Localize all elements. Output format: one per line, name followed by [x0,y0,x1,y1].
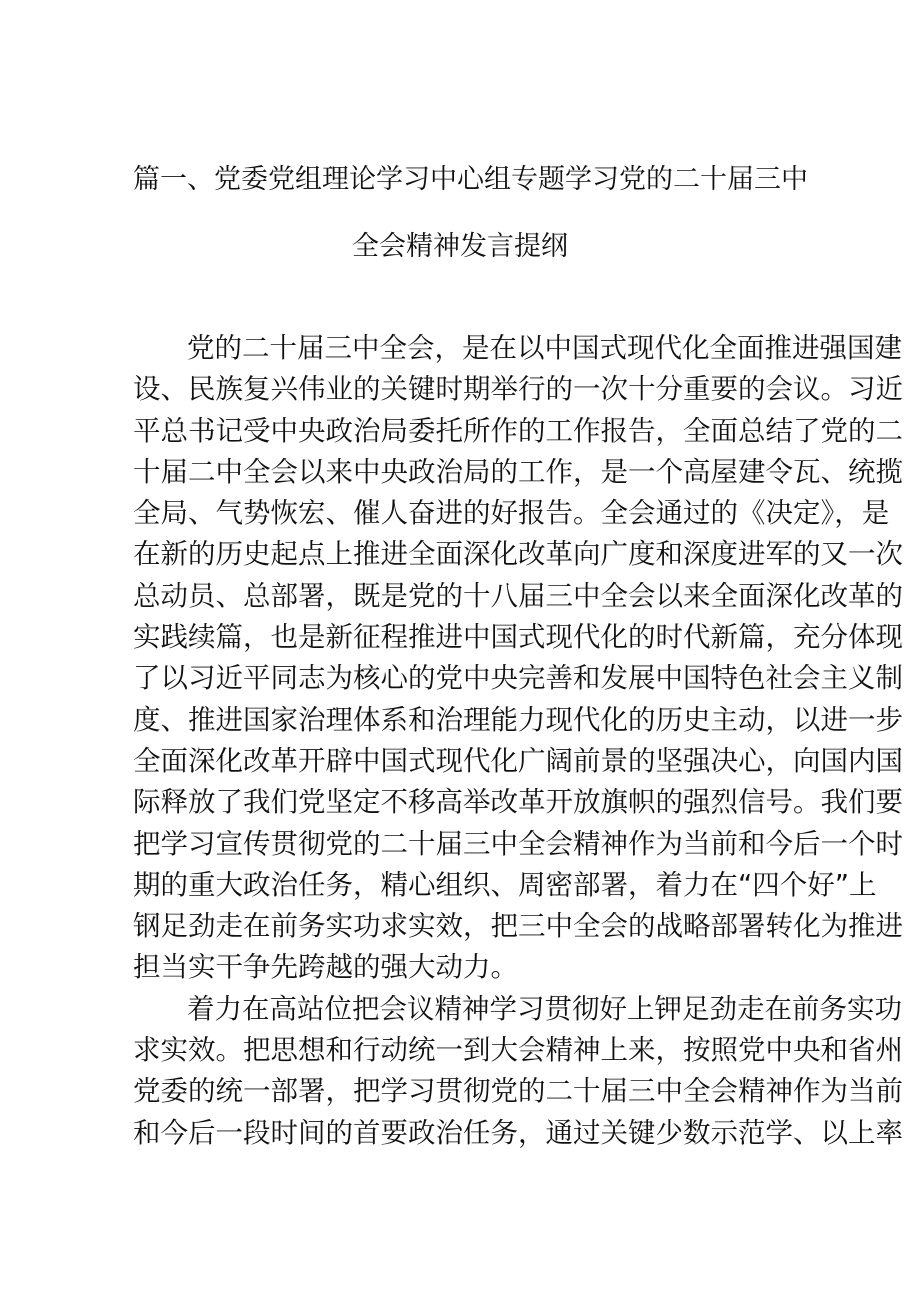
text-line: 际释放了我们党坚定不移高举改革开放旗帜的强烈信号。我们要 [133,786,903,819]
text-line: 求实效。把思想和行动统一到大会精神上来，按照党中央和省州 [133,1034,903,1067]
text-line: 全面深化改革开辟中国式现代化广阔前景的坚强决心，向国内国 [133,744,903,777]
text-line: 担当实干争先跨越的强大动力。 [133,951,518,984]
text-line: 把学习宣传贯彻党的二十届三中全会精神作为当前和今后一个时 [133,827,903,860]
text-line: 设、民族复兴伟业的关键时期举行的一次十分重要的会议。习近 [133,373,903,406]
text-line: 总动员、总部署，既是党的十八届三中全会以来全面深化改革的 [133,579,903,612]
text-line: 十届二中全会以来中央政治局的工作，是一个高屋建令瓦、统揽 [133,455,903,488]
text-line: 着力在高站位把会议精神学习贯彻好上钾足劲走在前务实功 [187,992,902,1025]
paragraph-2 [133,989,903,1154]
text-line: 期的重大政治任务，精心组织、周密部署，着力在“四个好”上 [133,868,877,901]
text-line: 平总书记受中央政治局委托所作的工作报告，全面总结了党的二 [133,414,903,447]
text-line: 和今后一段时间的首要政治任务，通过关键少数示范学、以上率 [133,1116,903,1149]
text-line: 党委的统一部署，把学习贯彻党的二十届三中全会精神作为当前 [133,1075,903,1108]
text-line: 度、推进国家治理体系和治理能力现代化的历史主动，以进一步 [133,703,903,736]
document-body [133,328,903,1154]
document-title-line-1: 篇一、党委党组理论学习中心组专题学习党的二十届三中 [133,164,808,195]
text-line: 全局、气势恢宏、催人奋进的好报告。全会通过的《决定》，是 [133,497,890,530]
text-line: 实践续篇，也是新征程推进中国式现代化的时代新篇，充分体现 [133,621,903,654]
paragraph-1 [133,328,903,989]
text-line: 了以习近平同志为核心的党中央完善和发展中国特色社会主义制 [133,662,903,695]
text-line: 党的二十届三中全会，是在以中国式现代化全面推进强国建 [187,332,902,364]
text-line: 钢足劲走在前务实功求实效，把三中全会的战略部署转化为推进 [133,910,903,943]
document-title-line-2: 全会精神发言提纲 [352,231,568,262]
text-line: 在新的历史起点上推进全面深化改革向广度和深度进军的又一次 [133,538,903,571]
